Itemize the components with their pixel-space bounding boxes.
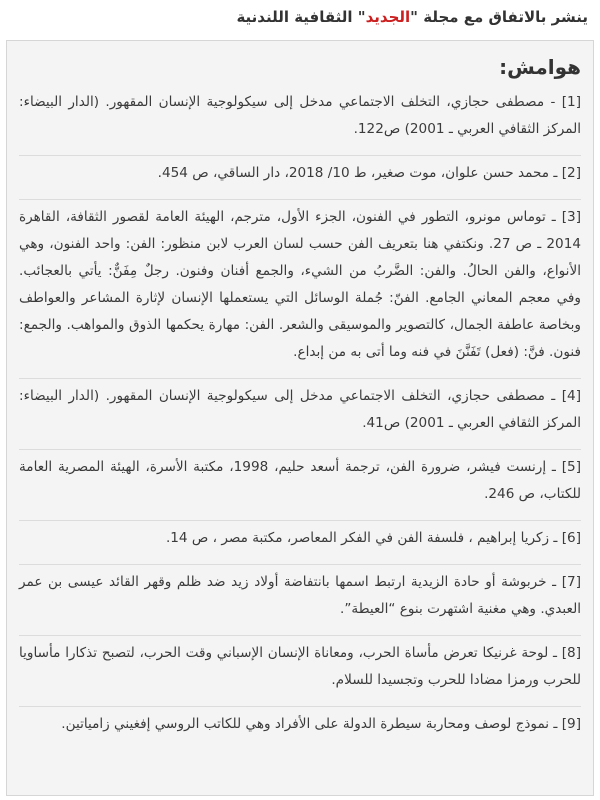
footnote-ref-link[interactable]: [5] xyxy=(561,459,581,475)
footnote-text: - مصطفى حجازي، التخلف الاجتماعي مدخل إلى سيكولوجية الإنسان المقهور. (الدار البيضاء: المركز الثقافي العربي ـ 2001) ص122. xyxy=(19,94,581,137)
footnote-text: ـ خربوشة أو حادة الزيدية ارتبط اسمها بانتفاضة أولاد زيد ضد ظلم وقهر القائد عيسى بن عمر العبدي. وهي مغنية اشتهرت بنوع “العيطة”. xyxy=(19,574,581,617)
footnote-text: ـ محمد حسن علوان، موت صغير، ط 10/ 2018، دار الساقي، ص 454. xyxy=(157,165,562,181)
footnote-item xyxy=(19,379,581,450)
footnote-ref-link[interactable]: [1] xyxy=(561,94,581,110)
page-header xyxy=(0,0,600,38)
footnote-item xyxy=(19,707,581,750)
footnote-item xyxy=(19,85,581,156)
header-suffix: الثقافية اللندنية xyxy=(236,8,353,26)
footnote-text: ـ زكريا إبراهيم ، فلسفة الفن في الفكر المعاصر، مكتبة مصر ، ص 14. xyxy=(165,530,562,546)
footnote-item xyxy=(19,521,581,565)
footnote-ref-link[interactable]: [4] xyxy=(561,388,581,404)
footnotes-panel xyxy=(6,40,594,796)
footnote-ref-link[interactable]: [3] xyxy=(561,209,581,225)
footnotes-title: هوامش: xyxy=(499,55,581,79)
header-quote-close: " xyxy=(352,8,366,26)
footnote-ref-link[interactable]: [8] xyxy=(561,645,581,661)
footnote-text: ـ إرنست فيشر، ضرورة الفن، ترجمة أسعد حليم، 1998، مكتبة الأسرة، الهيئة المصرية العامة للكتاب، ص 246. xyxy=(19,459,581,502)
footnote-item xyxy=(19,200,581,379)
footnote-ref-link[interactable]: [2] xyxy=(561,165,581,181)
footnote-item xyxy=(19,565,581,636)
header-quote-open: " xyxy=(410,8,424,26)
footnote-ref-link[interactable]: [6] xyxy=(561,530,581,546)
footnote-item xyxy=(19,450,581,521)
magazine-name-link[interactable]: الجديد xyxy=(365,8,411,26)
footnote-text: ـ مصطفى حجازي، التخلف الاجتماعي مدخل إلى سيكولوجية الإنسان المقهور. (الدار البيضاء: المركز الثقافي العربي ـ 2001) ص41. xyxy=(19,388,581,431)
footnote-item xyxy=(19,156,581,200)
footnote-text: ـ توماس مونرو، التطور في الفنون، الجزء الأول، مترجم، الهيئة العامة لقصور الثقافة، القاهرة 2014 ـ ص 27. ونكتفي هنا بتعريف الفن حسب لسان العرب لابن منظور: الفن: واحد الفنون، وهي الأنواع، والفن الحالُ. والفن: الضَّربُ من الشيء، والجمع أفنان وفنون. رجلٌ مِفَنٌّ: يأتي بالعجائب. وفي معجم المعاني الجامع. الفنّ: جُملة الوسائل التي يستعملها الإنسان لإثارة المشاعر والعواطف وبخاصة عاطفة الجمال، كالتصوير والموسيقى والشعر. الفن: مهارة يحكمها الذوق والمواهب. والجمع: فنون. فنَّ: (فعل) تَفَنَّنَ في فنه وما أتى به من إبداع. xyxy=(19,209,581,360)
footnote-ref-link[interactable]: [7] xyxy=(561,574,581,590)
footnote-ref-link[interactable]: [9] xyxy=(561,716,581,732)
footnote-item xyxy=(19,636,581,707)
header-prefix: ينشر بالاتفاق مع مجلة xyxy=(423,8,588,26)
footnote-text: ـ لوحة غرنيكا تعرض مأساة الحرب، ومعاناة الإنسان الإسباني وقت الحرب، لتصبح تذكارا مأساويا للحرب ورمزا مضادا للحرب وتجسيدا للسلام. xyxy=(19,645,581,688)
footnote-text: ـ نموذج لوصف ومحاربة سيطرة الدولة على الأفراد وهي للكاتب الروسي إفغيني زامياتين. xyxy=(61,716,562,732)
